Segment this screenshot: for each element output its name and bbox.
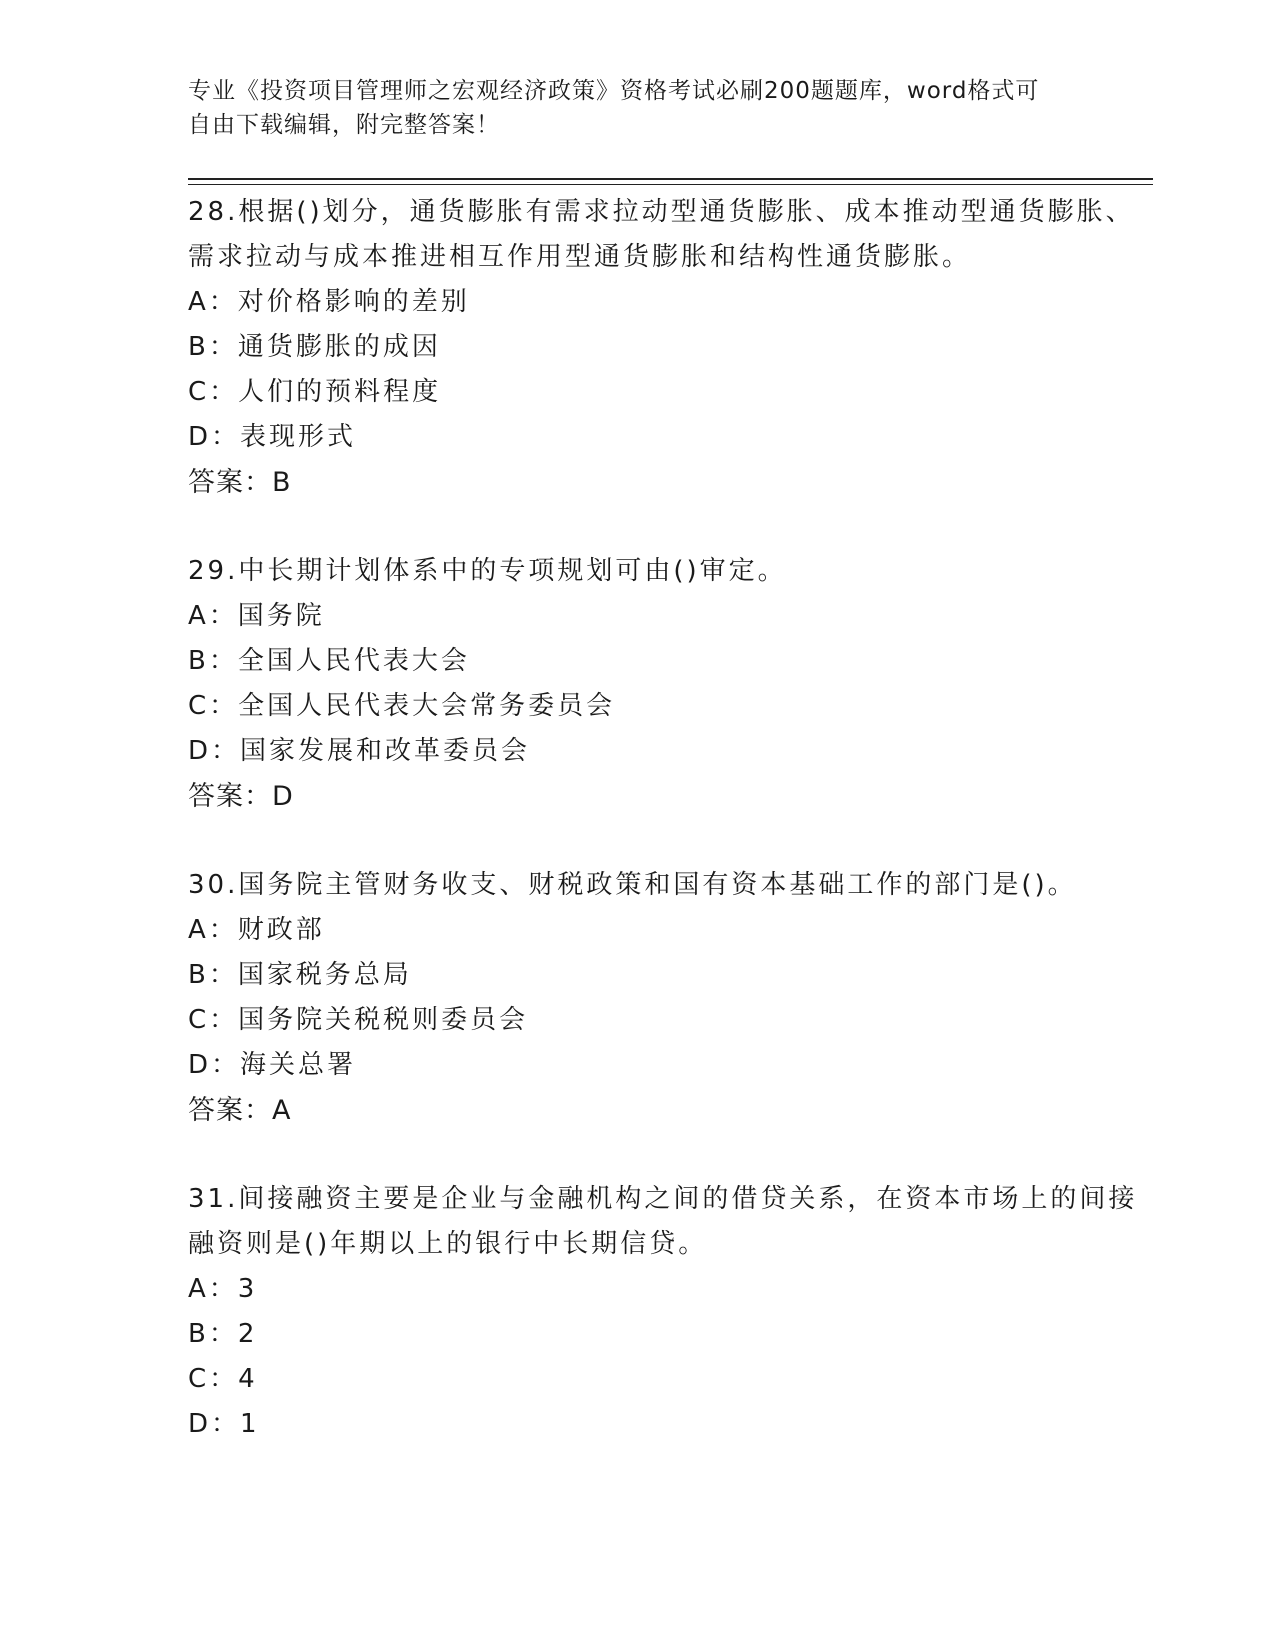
question-stem: 31.间接融资主要是企业与金融机构之间的借贷关系，在资本市场上的间接融资则是()年期以上的银行中长期信贷。 bbox=[188, 1184, 1138, 1259]
option-c: C：4 bbox=[188, 1364, 258, 1394]
question-stem: 30.国务院主管财务收支、财税政策和国有资本基础工作的部门是()。 bbox=[188, 870, 1077, 900]
answer-key: 答案：A bbox=[188, 1095, 292, 1126]
option-a: A：财政部 bbox=[188, 915, 325, 945]
option-b: B：2 bbox=[188, 1319, 258, 1349]
option-a: A：3 bbox=[188, 1274, 258, 1304]
question-31 bbox=[188, 1177, 1153, 1447]
question-28 bbox=[188, 190, 1153, 505]
question-stem: 28.根据()划分，通货膨胀有需求拉动型通货膨胀、成本推动型通货膨胀、需求拉动与成本推进相互作用型通货膨胀和结构性通货膨胀。 bbox=[188, 197, 1135, 272]
answer-key: 答案：B bbox=[188, 467, 292, 498]
option-b: B：全国人民代表大会 bbox=[188, 646, 470, 676]
header-title-line1: 专业《投资项目管理师之宏观经济政策》资格考试必刷200题题库，word格式可 bbox=[188, 78, 1040, 104]
option-c: C：国务院关税税则委员会 bbox=[188, 1005, 529, 1035]
header-divider-thick bbox=[188, 178, 1153, 180]
option-d: D：国家发展和改革委员会 bbox=[188, 736, 531, 766]
option-a: A：国务院 bbox=[188, 601, 325, 631]
question-30 bbox=[188, 863, 1153, 1133]
option-c: C：人们的预料程度 bbox=[188, 377, 442, 407]
option-a: A：对价格影响的差别 bbox=[188, 287, 470, 317]
option-c: C：全国人民代表大会常务委员会 bbox=[188, 691, 616, 721]
question-29 bbox=[188, 549, 1153, 819]
option-b: B：国家税务总局 bbox=[188, 960, 412, 990]
option-d: D：海关总署 bbox=[188, 1050, 357, 1080]
option-d: D：1 bbox=[188, 1409, 260, 1439]
option-d: D：表现形式 bbox=[188, 422, 357, 452]
option-b: B：通货膨胀的成因 bbox=[188, 332, 441, 362]
header-title-line2: 自由下载编辑，附完整答案！ bbox=[188, 112, 500, 138]
document-header bbox=[188, 74, 1088, 142]
header-divider-thin bbox=[188, 184, 1153, 185]
question-list bbox=[188, 190, 1153, 1491]
question-stem: 29.中长期计划体系中的专项规划可由()审定。 bbox=[188, 556, 787, 586]
answer-key: 答案：D bbox=[188, 781, 294, 812]
